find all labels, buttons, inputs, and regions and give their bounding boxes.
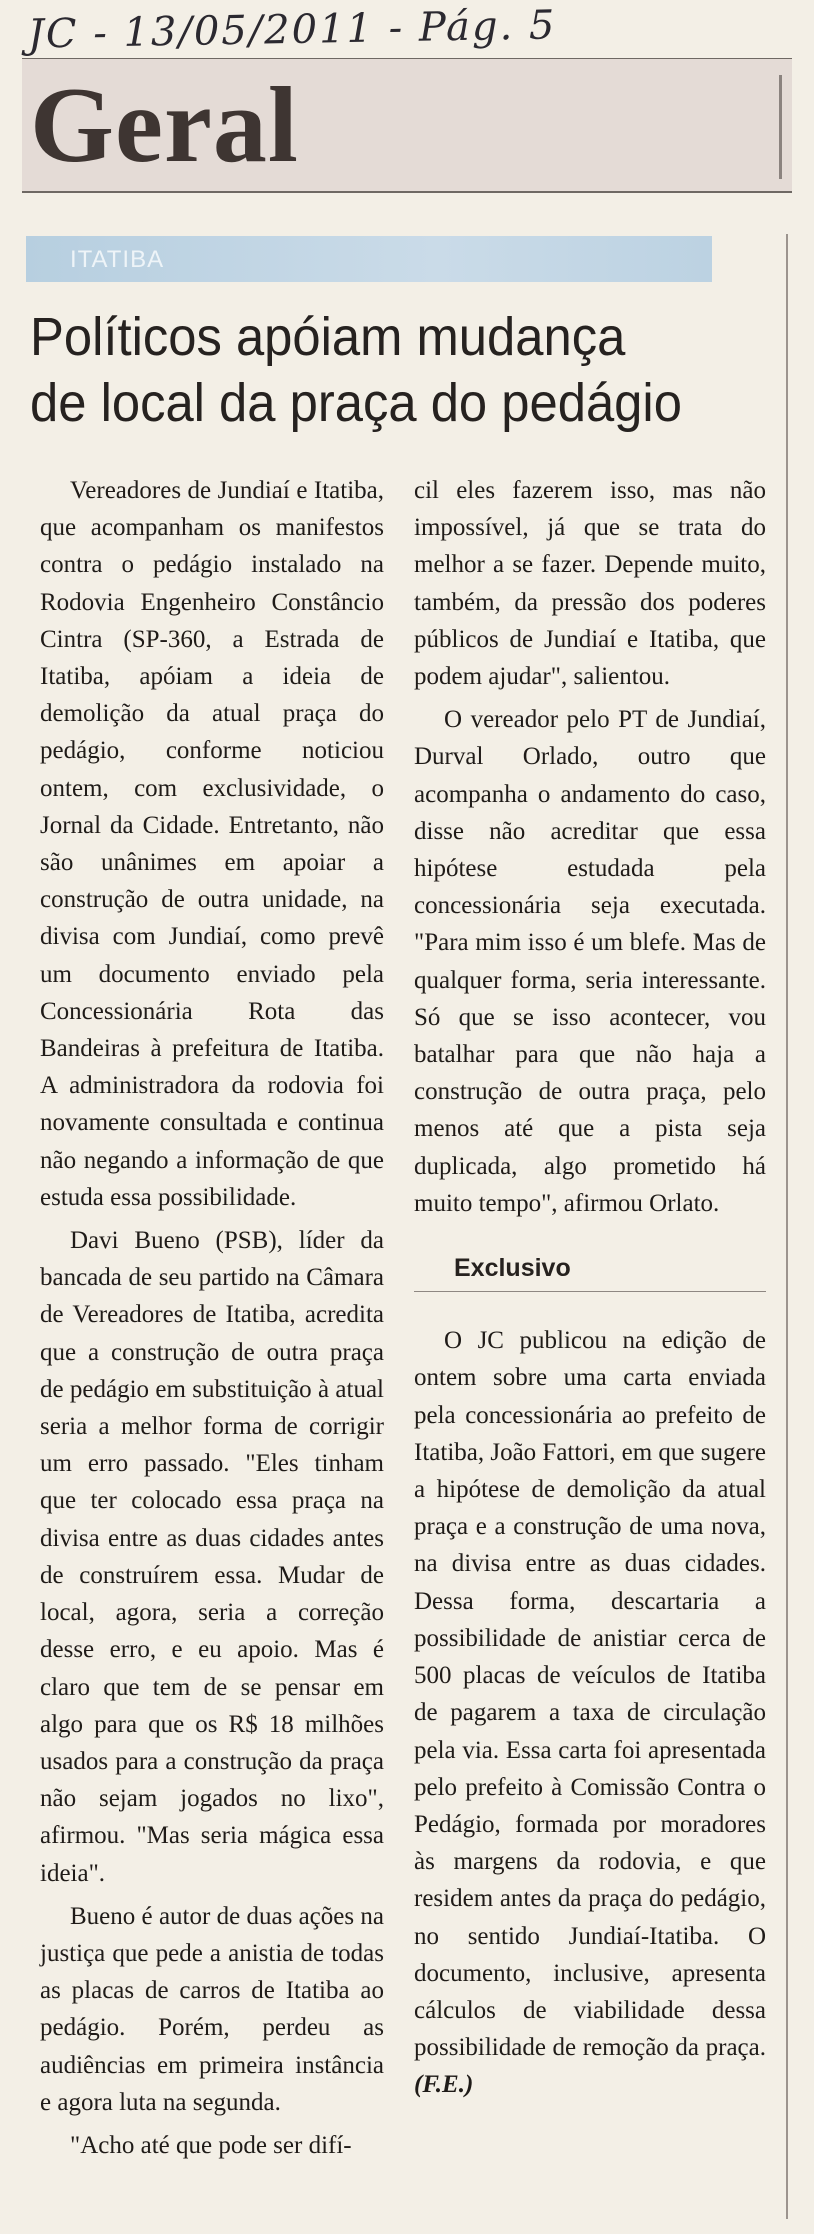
subheading: Exclusivo [414, 1250, 766, 1292]
headline-line-1: Políticos apóiam mudança [30, 307, 626, 367]
headline-line-2: de local da praça do pedágio [30, 373, 682, 433]
paragraph [414, 1322, 766, 2103]
header-edge-rule [779, 75, 782, 179]
column-rule [786, 234, 788, 2219]
paragraph: "Acho até que pode ser difí- [70, 2131, 352, 2159]
handwritten-clipping-note: JC - 13/05/2011 - Pág. 5 [27, 2, 557, 58]
paragraph: cil eles fazerem isso, mas não impossível, já que se trata do melhor a se fazer. Depende muito, também, da pressão dos poderes públicos de Jundiaí e Itatiba, que podem ajudar", salientou. [414, 477, 766, 691]
headline [30, 304, 726, 436]
article-column-right [414, 472, 766, 2104]
tag-label: ITATIBA [70, 246, 165, 273]
paragraph: Vereadores de Jundiaí e Itatiba, que acompanham os manifestos contra o pedágio instalado na Rodovia Engenheiro Constâncio Cintra (SP-360, a Estrada de Itatiba, apóiam a ideia de demolição da atual praça do pedágio, conforme noticiou ontem, com exclusividade, o Jornal da Cidade. Entretanto, não são unânimes em apoiar a construção de outra unidade, na divisa com Jundiaí, como prevê um documento enviado pela Concessionária Rota das Bandeiras à prefeitura de Itatiba. A administradora da rodovia foi novamente consultada e continua não negando a informação de que estuda essa possibilidade. [40, 477, 384, 1211]
author-signature: (F.E.) [414, 2071, 474, 2099]
article-column-left [40, 472, 384, 2164]
paragraph: O vereador pelo PT de Jundiaí, Durval Orlado, outro que acompanha o andamento do caso, disse não acreditar que essa hipótese estudada pela concessionária seja executada. "Para mim isso é um blefe. Mas de qualquer forma, seria interessante. Só que se isso acontecer, vou batalhar para que não haja a construção de outra praça, pelo menos até que a pista seja duplicada, algo prometido há muito tempo", afirmou Orlato. [414, 706, 766, 1217]
section-title: Geral [30, 66, 299, 185]
paragraph-text: O JC publicou na edição de ontem sobre uma carta enviada pela concessionária ao prefeito de Itatiba, João Fattori, em que sugere a hipótese de demolição da atual praça e a construção de uma nova, na divisa entre as duas cidades. Dessa forma, descartaria a possibilidade de anistiar cerca de 500 placas de veículos de Itatiba de pagarem a taxa de circulação pela via. Essa carta foi apresentada pelo prefeito à Comissão Contra o Pedágio, formada por moradores às margens da rodovia, e que residem antes da praça do pedágio, no sentido Jundiaí-Itatiba. O documento, inclusive, apresenta cálculos de viabilidade dessa possibilidade de remoção da praça. [414, 1327, 766, 2062]
paragraph: Bueno é autor de duas ações na justiça que pede a anistia de todas as placas de carros de Itatiba ao pedágio. Porém, perdeu as audiências em primeira instância e agora luta na segunda. [40, 1902, 384, 2116]
paragraph: Davi Bueno (PSB), líder da bancada de seu partido na Câmara de Vereadores de Itatiba, acredita que a construção de outra praça de pedágio em substituição à atual seria a melhor forma de corrigir um erro passado. "Eles tinham que ter colocado essa praça na divisa entre as duas cidades antes de construírem essa. Mudar de local, agora, seria a correção desse erro, e eu apoio. Mas é claro que tem de se pensar em algo para que os R$ 18 milhões usados para a construção da praça não sejam jogados no lixo", afirmou. "Mas seria mágica essa ideia". [40, 1227, 384, 1887]
